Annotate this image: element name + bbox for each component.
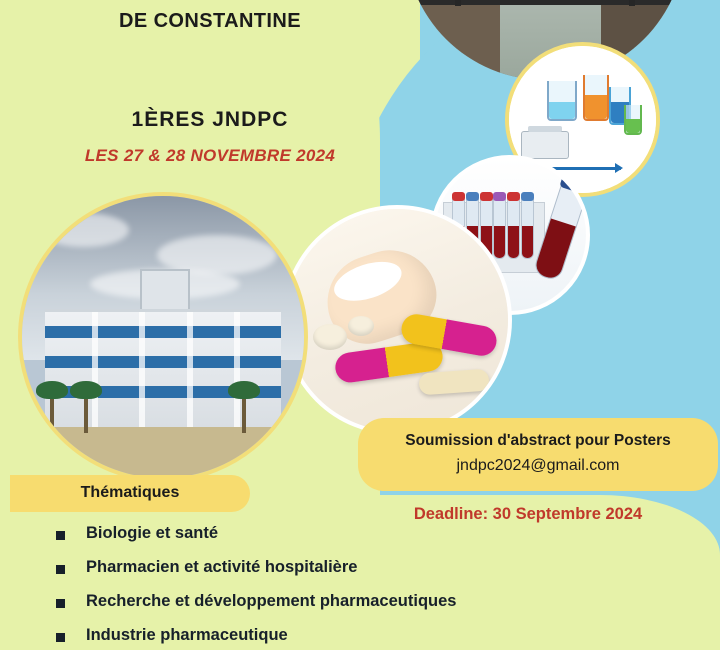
thematiques-heading: Thématiques [10,475,250,512]
beaker-liquid [549,102,575,119]
abstract-email[interactable]: jndpc2024@gmail.com [456,457,620,474]
bridge-tower-right [629,0,635,6]
tube-blood-5 [508,226,519,258]
abstract-submission-label: Soumission d'abstract pour Posters [405,432,671,449]
cloud-1 [39,213,129,247]
small-vial-liquid [626,119,640,133]
thematique-label: Industrie pharmaceutique [86,626,288,645]
palm-tree-3 [242,391,246,433]
list-item [56,626,616,644]
tube-6 [521,199,534,259]
flask-liquid [585,95,607,119]
bullet-icon [56,531,65,540]
tube-cap-2 [466,192,479,201]
palm-tree-1 [50,391,54,433]
facade-column-1 [92,312,98,427]
thematique-label: Recherche et développement pharmaceutiques [86,592,457,611]
poster-title-line1: DE CONSTANTINE [119,10,301,32]
tube-cap-5 [507,192,520,201]
flask-icon [583,75,609,121]
list-item [56,592,616,610]
tablet-1 [313,324,347,350]
pills-and-capsules-photo [282,205,512,435]
poster-title-block [0,0,420,166]
bridge-tower-left [455,0,461,6]
tube-cap-4 [493,192,506,201]
tube-cap-1 [452,192,465,201]
bullet-icon [56,599,65,608]
tube-cap-3 [480,192,493,201]
bullet-icon [56,565,65,574]
facade-window-band-1 [45,326,282,338]
tube-cap-6 [521,192,534,201]
poster-title-line2: 1ÈRES JNDPC [131,108,289,131]
balance-scale-icon [521,131,569,159]
small-vial-icon [624,105,642,135]
poster-dates: LES 27 & 28 NOVEMBRE 2024 [84,146,336,165]
palm-tree-2 [84,391,88,433]
facade-column-4 [234,312,240,427]
list-item [56,558,616,576]
facade-column-2 [139,312,145,427]
beaker-icon [547,81,577,121]
facade-window-band-2 [45,356,282,368]
tablet-2 [348,316,374,336]
building-ground [22,427,304,478]
facade-column-3 [187,312,193,427]
thematiques-list [56,524,616,650]
list-item [56,524,616,542]
abstract-submission-card [358,418,718,491]
tube-blood-6 [522,226,533,258]
bullet-icon [56,633,65,642]
thematique-label: Biologie et santé [86,524,219,542]
university-building-photo [18,192,308,482]
deadline-text: Deadline: 30 Septembre 2024 [413,505,643,523]
tube-5 [507,199,520,259]
thematique-label: Pharmacien et activité hospitalière [86,558,358,577]
